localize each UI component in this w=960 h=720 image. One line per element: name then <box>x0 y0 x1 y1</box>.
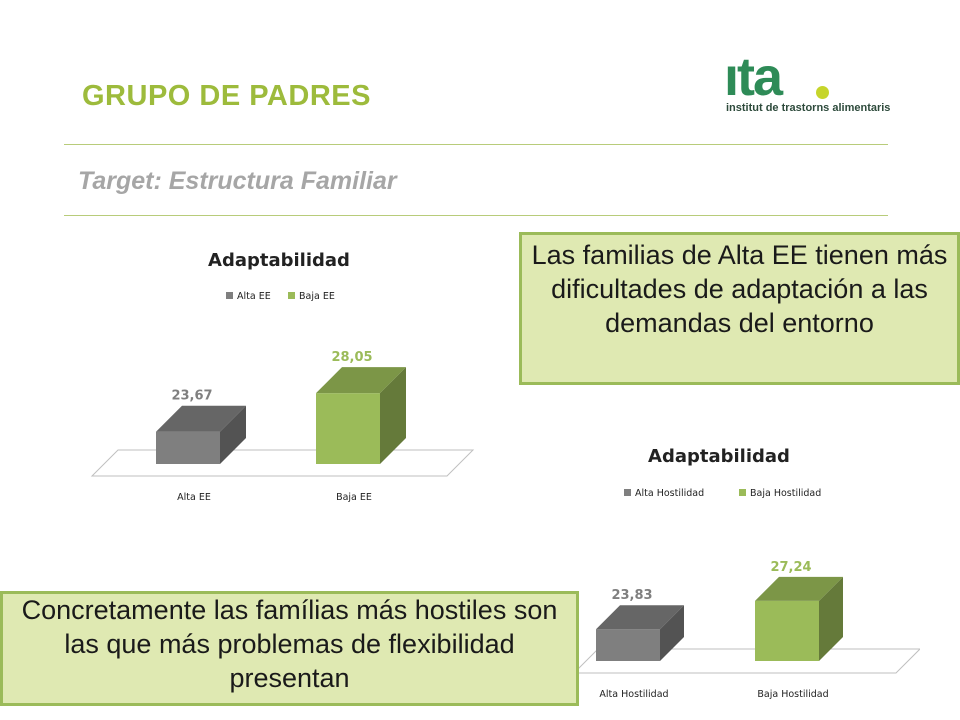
logo-tagline: institut de trastorns alimentaris <box>726 102 891 114</box>
x-tick-label: Alta Hostilidad <box>599 689 669 700</box>
legend-label: Alta EE <box>237 291 271 302</box>
logo-dot-icon <box>816 86 829 99</box>
data-label: 27,24 <box>770 559 812 575</box>
chart-title: Adaptabilidad <box>648 446 790 467</box>
divider-top <box>64 144 888 145</box>
bar-front <box>596 629 660 661</box>
legend-swatch <box>739 489 746 496</box>
x-tick-label: Alta EE <box>177 492 211 503</box>
ita-logo <box>724 47 904 122</box>
legend-label: Alta Hostilidad <box>635 488 705 499</box>
x-tick-label: Baja Hostilidad <box>757 689 829 700</box>
callout-hostilidad: Concretamente las famílias más hostiles son las que más problemas de flexibilidad presentan <box>0 591 579 706</box>
bar-baja <box>316 367 406 464</box>
chart-title: Adaptabilidad <box>208 250 350 271</box>
logo-wordmark: ıta <box>724 47 782 107</box>
callout-alta-ee: Las familias de Alta EE tienen más dificultades de adaptación a las demandas del entorno <box>519 232 960 385</box>
data-label: 23,67 <box>171 388 213 404</box>
legend-swatch <box>288 292 295 299</box>
bar-baja <box>755 577 843 661</box>
legend-swatch <box>624 489 631 496</box>
chart-adaptabilidad-ee <box>80 236 480 516</box>
bar-front <box>156 432 220 464</box>
bar-front <box>755 601 819 661</box>
legend-label: Baja Hostilidad <box>750 488 822 499</box>
divider-bottom <box>64 215 888 216</box>
chart-adaptabilidad-hostilidad <box>560 436 920 706</box>
bar-front <box>316 393 380 464</box>
data-label: 23,83 <box>611 588 653 604</box>
page-subtitle: Target: Estructura Familiar <box>78 167 397 195</box>
page-title: GRUPO DE PADRES <box>82 80 371 112</box>
chart-floor <box>92 450 473 476</box>
x-tick-label: Baja EE <box>336 492 372 503</box>
legend-label: Baja EE <box>299 291 335 302</box>
legend-swatch <box>226 292 233 299</box>
data-label: 28,05 <box>331 350 373 366</box>
